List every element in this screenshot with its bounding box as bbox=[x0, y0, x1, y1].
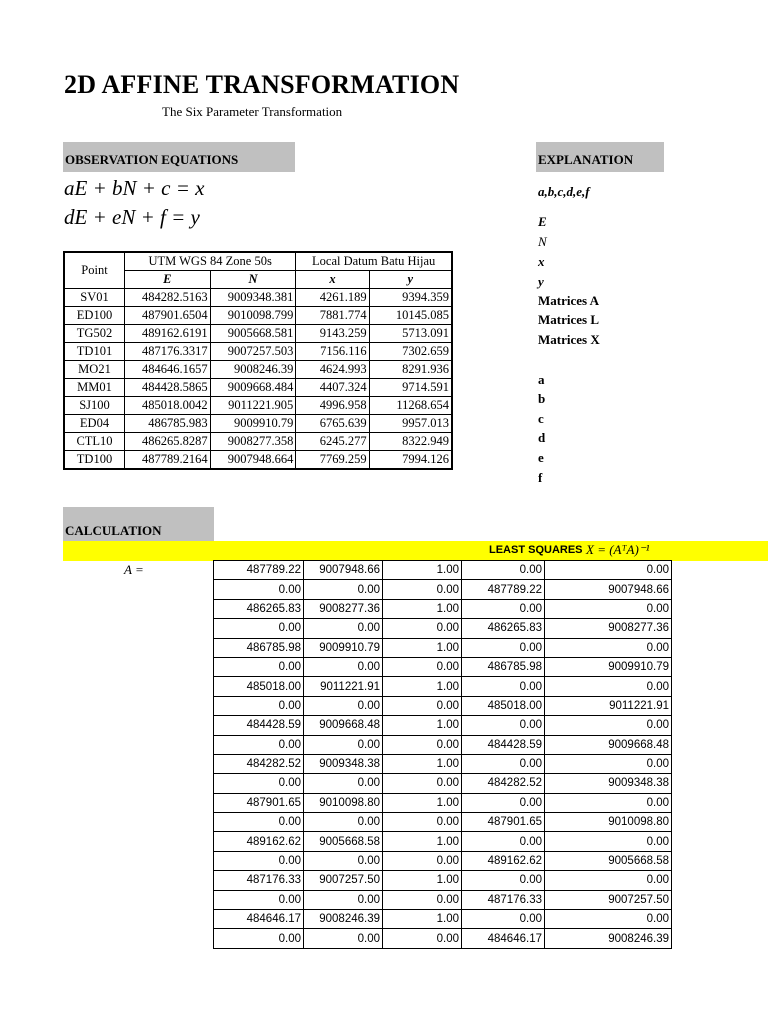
column-header-point: Point bbox=[64, 252, 125, 289]
matrix-row bbox=[214, 561, 672, 580]
least-squares-banner bbox=[63, 541, 768, 561]
matrix-cell: 0.00 bbox=[214, 890, 304, 909]
matrix-a-label: A = bbox=[124, 562, 144, 577]
matrix-cell: 9007257.50 bbox=[304, 871, 383, 890]
matrix-row bbox=[214, 599, 672, 618]
matrix-row bbox=[214, 735, 672, 754]
matrix-row bbox=[214, 793, 672, 812]
explanation-item: c bbox=[538, 411, 544, 426]
matrix-cell: 0.00 bbox=[383, 580, 462, 599]
value-cell: 11268.654 bbox=[369, 397, 452, 415]
least-squares-formula: X = (AᵀA)⁻¹ bbox=[586, 542, 650, 557]
matrix-cell: 0.00 bbox=[462, 677, 545, 696]
matrix-cell: 484282.52 bbox=[214, 754, 304, 773]
matrix-cell: 0.00 bbox=[214, 851, 304, 870]
matrix-cell: 0.00 bbox=[383, 774, 462, 793]
column-header-E: E bbox=[125, 271, 211, 289]
matrix-cell: 484282.52 bbox=[462, 774, 545, 793]
explanation-header bbox=[536, 142, 664, 172]
matrix-row bbox=[214, 832, 672, 851]
matrix-cell: 0.00 bbox=[383, 813, 462, 832]
matrix-cell: 1.00 bbox=[383, 832, 462, 851]
matrix-cell: 484646.17 bbox=[214, 910, 304, 929]
matrix-row bbox=[214, 696, 672, 715]
matrix-row bbox=[214, 890, 672, 909]
matrix-cell: 0.00 bbox=[545, 638, 672, 657]
matrix-row bbox=[214, 657, 672, 676]
value-cell: 9957.013 bbox=[369, 415, 452, 433]
matrix-row bbox=[214, 851, 672, 870]
column-header-utm: UTM WGS 84 Zone 50s bbox=[125, 252, 296, 271]
matrix-cell: 0.00 bbox=[545, 793, 672, 812]
table-row bbox=[64, 397, 452, 415]
matrix-cell: 486785.98 bbox=[462, 657, 545, 676]
matrix-row bbox=[214, 774, 672, 793]
table-row bbox=[64, 307, 452, 325]
point-cell: SV01 bbox=[64, 289, 125, 307]
matrix-cell: 0.00 bbox=[545, 910, 672, 929]
value-cell: 7994.126 bbox=[369, 451, 452, 470]
explanation-item: N bbox=[538, 234, 547, 249]
matrix-cell: 489162.62 bbox=[462, 851, 545, 870]
explanation-item: y bbox=[538, 274, 544, 289]
matrix-cell: 487901.65 bbox=[462, 813, 545, 832]
matrix-row bbox=[214, 929, 672, 948]
matrix-cell: 9008277.36 bbox=[545, 619, 672, 638]
matrix-cell: 9010098.80 bbox=[545, 813, 672, 832]
matrix-cell: 9011221.91 bbox=[304, 677, 383, 696]
matrix-a-table bbox=[213, 560, 672, 949]
table-row bbox=[64, 451, 452, 470]
matrix-cell: 487789.22 bbox=[214, 561, 304, 580]
matrix-cell: 0.00 bbox=[545, 599, 672, 618]
table-row bbox=[64, 433, 452, 451]
matrix-cell: 0.00 bbox=[383, 890, 462, 909]
point-cell: TD101 bbox=[64, 343, 125, 361]
value-cell: 6765.639 bbox=[296, 415, 369, 433]
matrix-cell: 0.00 bbox=[462, 716, 545, 735]
matrix-cell: 0.00 bbox=[383, 696, 462, 715]
calculation-header bbox=[63, 507, 214, 541]
matrix-cell: 486265.83 bbox=[462, 619, 545, 638]
matrix-cell: 0.00 bbox=[304, 774, 383, 793]
value-cell: 10145.085 bbox=[369, 307, 452, 325]
value-cell: 7769.259 bbox=[296, 451, 369, 470]
matrix-cell: 484428.59 bbox=[214, 716, 304, 735]
table-row bbox=[64, 343, 452, 361]
matrix-cell: 9007948.66 bbox=[545, 580, 672, 599]
matrix-cell: 1.00 bbox=[383, 677, 462, 696]
matrix-cell: 489162.62 bbox=[214, 832, 304, 851]
calculation-label: CALCULATION bbox=[65, 523, 162, 538]
matrix-cell: 9005668.58 bbox=[545, 851, 672, 870]
table-header-row bbox=[64, 252, 452, 271]
matrix-cell: 9007257.50 bbox=[545, 890, 672, 909]
value-cell: 486785.983 bbox=[125, 415, 211, 433]
value-cell: 4996.958 bbox=[296, 397, 369, 415]
matrix-cell: 9009668.48 bbox=[304, 716, 383, 735]
value-cell: 9010098.799 bbox=[210, 307, 296, 325]
column-header-x: x bbox=[296, 271, 369, 289]
value-cell: 489162.6191 bbox=[125, 325, 211, 343]
matrix-cell: 0.00 bbox=[304, 851, 383, 870]
matrix-cell: 0.00 bbox=[462, 832, 545, 851]
explanation-item: Matrices L bbox=[538, 312, 600, 327]
matrix-cell: 487176.33 bbox=[462, 890, 545, 909]
value-cell: 485018.0042 bbox=[125, 397, 211, 415]
matrix-cell: 0.00 bbox=[545, 832, 672, 851]
matrix-cell: 1.00 bbox=[383, 871, 462, 890]
explanation-item: Matrices A bbox=[538, 293, 600, 308]
matrix-cell: 0.00 bbox=[462, 871, 545, 890]
value-cell: 4624.993 bbox=[296, 361, 369, 379]
matrix-cell: 9011221.91 bbox=[545, 696, 672, 715]
page-subtitle: The Six Parameter Transformation bbox=[162, 104, 343, 119]
value-cell: 5713.091 bbox=[369, 325, 452, 343]
explanation-item: a,b,c,d,e,f bbox=[538, 184, 590, 199]
matrix-cell: 487176.33 bbox=[214, 871, 304, 890]
matrix-cell: 0.00 bbox=[214, 735, 304, 754]
equation-y: dE + eN + f = y bbox=[64, 205, 200, 229]
matrix-row bbox=[214, 580, 672, 599]
value-cell: 9394.359 bbox=[369, 289, 452, 307]
value-cell: 487176.3317 bbox=[125, 343, 211, 361]
matrix-row bbox=[214, 871, 672, 890]
point-cell: ED04 bbox=[64, 415, 125, 433]
table-row bbox=[64, 361, 452, 379]
value-cell: 8322.949 bbox=[369, 433, 452, 451]
point-cell: TG502 bbox=[64, 325, 125, 343]
column-header-N: N bbox=[210, 271, 296, 289]
matrix-cell: 0.00 bbox=[545, 871, 672, 890]
value-cell: 6245.277 bbox=[296, 433, 369, 451]
matrix-cell: 0.00 bbox=[214, 696, 304, 715]
matrix-cell: 486265.83 bbox=[214, 599, 304, 618]
matrix-row bbox=[214, 677, 672, 696]
matrix-cell: 0.00 bbox=[383, 929, 462, 948]
value-cell: 487901.6504 bbox=[125, 307, 211, 325]
matrix-cell: 9010098.80 bbox=[304, 793, 383, 812]
point-cell: MM01 bbox=[64, 379, 125, 397]
matrix-row bbox=[214, 638, 672, 657]
explanation-item: E bbox=[538, 214, 547, 229]
matrix-cell: 1.00 bbox=[383, 638, 462, 657]
matrix-cell: 0.00 bbox=[462, 793, 545, 812]
matrix-cell: 0.00 bbox=[545, 716, 672, 735]
value-cell: 8291.936 bbox=[369, 361, 452, 379]
matrix-cell: 0.00 bbox=[462, 599, 545, 618]
matrix-cell: 0.00 bbox=[304, 696, 383, 715]
matrix-row bbox=[214, 754, 672, 773]
matrix-cell: 0.00 bbox=[304, 735, 383, 754]
explanation-item: f bbox=[538, 470, 543, 485]
value-cell: 9008277.358 bbox=[210, 433, 296, 451]
point-cell: TD100 bbox=[64, 451, 125, 470]
matrix-cell: 9007948.66 bbox=[304, 561, 383, 580]
matrix-cell: 0.00 bbox=[462, 561, 545, 580]
value-cell: 9009668.484 bbox=[210, 379, 296, 397]
matrix-cell: 1.00 bbox=[383, 793, 462, 812]
matrix-cell: 9009348.38 bbox=[304, 754, 383, 773]
matrix-cell: 0.00 bbox=[462, 754, 545, 773]
matrix-cell: 9005668.58 bbox=[304, 832, 383, 851]
equation-x: aE + bN + c = x bbox=[64, 176, 205, 200]
matrix-row bbox=[214, 813, 672, 832]
value-cell: 9009348.381 bbox=[210, 289, 296, 307]
matrix-cell: 487901.65 bbox=[214, 793, 304, 812]
matrix-cell: 0.00 bbox=[214, 929, 304, 948]
matrix-cell: 0.00 bbox=[304, 580, 383, 599]
matrix-cell: 484428.59 bbox=[462, 735, 545, 754]
matrix-cell: 9008246.39 bbox=[304, 910, 383, 929]
table-row bbox=[64, 415, 452, 433]
explanation-item: d bbox=[538, 430, 546, 445]
matrix-cell: 0.00 bbox=[214, 619, 304, 638]
value-cell: 486265.8287 bbox=[125, 433, 211, 451]
matrix-cell: 0.00 bbox=[214, 774, 304, 793]
point-cell: SJ100 bbox=[64, 397, 125, 415]
value-cell: 7302.659 bbox=[369, 343, 452, 361]
matrix-cell: 9009668.48 bbox=[545, 735, 672, 754]
table-row bbox=[64, 379, 452, 397]
value-cell: 9007948.664 bbox=[210, 451, 296, 470]
matrix-row bbox=[214, 716, 672, 735]
matrix-row bbox=[214, 910, 672, 929]
explanation-item: Matrices X bbox=[538, 332, 600, 347]
matrix-cell: 0.00 bbox=[462, 638, 545, 657]
explanation-item: a bbox=[538, 372, 545, 387]
column-header-local: Local Datum Batu Hijau bbox=[296, 252, 452, 271]
matrix-cell: 0.00 bbox=[304, 619, 383, 638]
observation-equations-header bbox=[63, 142, 295, 172]
value-cell: 4261.189 bbox=[296, 289, 369, 307]
value-cell: 484282.5163 bbox=[125, 289, 211, 307]
matrix-cell: 0.00 bbox=[304, 890, 383, 909]
value-cell: 9011221.905 bbox=[210, 397, 296, 415]
value-cell: 9143.259 bbox=[296, 325, 369, 343]
matrix-cell: 1.00 bbox=[383, 754, 462, 773]
matrix-cell: 9008246.39 bbox=[545, 929, 672, 948]
matrix-cell: 487789.22 bbox=[462, 580, 545, 599]
value-cell: 9007257.503 bbox=[210, 343, 296, 361]
value-cell: 7156.116 bbox=[296, 343, 369, 361]
matrix-cell: 0.00 bbox=[462, 910, 545, 929]
matrix-cell: 0.00 bbox=[214, 580, 304, 599]
point-cell: MO21 bbox=[64, 361, 125, 379]
observation-table bbox=[63, 251, 453, 470]
value-cell: 9005668.581 bbox=[210, 325, 296, 343]
value-cell: 7881.774 bbox=[296, 307, 369, 325]
matrix-row bbox=[214, 619, 672, 638]
page-title: 2D AFFINE TRANSFORMATION bbox=[64, 70, 460, 99]
matrix-cell: 0.00 bbox=[383, 657, 462, 676]
table-row bbox=[64, 289, 452, 307]
explanation-item: x bbox=[538, 254, 545, 269]
matrix-cell: 9009910.79 bbox=[304, 638, 383, 657]
matrix-cell: 485018.00 bbox=[214, 677, 304, 696]
matrix-cell: 0.00 bbox=[383, 851, 462, 870]
matrix-cell: 9009910.79 bbox=[545, 657, 672, 676]
matrix-cell: 0.00 bbox=[383, 619, 462, 638]
matrix-cell: 0.00 bbox=[304, 929, 383, 948]
matrix-cell: 1.00 bbox=[383, 599, 462, 618]
matrix-cell: 0.00 bbox=[545, 677, 672, 696]
explanation-label: EXPLANATION bbox=[538, 152, 634, 167]
value-cell: 9714.591 bbox=[369, 379, 452, 397]
matrix-cell: 9009348.38 bbox=[545, 774, 672, 793]
value-cell: 9009910.79 bbox=[210, 415, 296, 433]
matrix-cell: 0.00 bbox=[214, 657, 304, 676]
matrix-cell: 0.00 bbox=[304, 657, 383, 676]
explanation-item: e bbox=[538, 450, 544, 465]
matrix-cell: 0.00 bbox=[545, 561, 672, 580]
observation-equations-label: OBSERVATION EQUATIONS bbox=[65, 152, 239, 167]
value-cell: 9008246.39 bbox=[210, 361, 296, 379]
matrix-cell: 484646.17 bbox=[462, 929, 545, 948]
matrix-cell: 0.00 bbox=[545, 754, 672, 773]
explanation-item: b bbox=[538, 391, 546, 406]
matrix-cell: 9008277.36 bbox=[304, 599, 383, 618]
matrix-cell: 1.00 bbox=[383, 716, 462, 735]
value-cell: 484428.5865 bbox=[125, 379, 211, 397]
matrix-cell: 1.00 bbox=[383, 561, 462, 580]
matrix-cell: 486785.98 bbox=[214, 638, 304, 657]
least-squares-label: LEAST SQUARES bbox=[489, 544, 583, 556]
matrix-cell: 1.00 bbox=[383, 910, 462, 929]
value-cell: 487789.2164 bbox=[125, 451, 211, 470]
matrix-cell: 0.00 bbox=[304, 813, 383, 832]
point-cell: CTL10 bbox=[64, 433, 125, 451]
matrix-cell: 485018.00 bbox=[462, 696, 545, 715]
table-row bbox=[64, 325, 452, 343]
value-cell: 484646.1657 bbox=[125, 361, 211, 379]
column-header-y: y bbox=[369, 271, 452, 289]
value-cell: 4407.324 bbox=[296, 379, 369, 397]
matrix-cell: 0.00 bbox=[214, 813, 304, 832]
point-cell: ED100 bbox=[64, 307, 125, 325]
matrix-cell: 0.00 bbox=[383, 735, 462, 754]
